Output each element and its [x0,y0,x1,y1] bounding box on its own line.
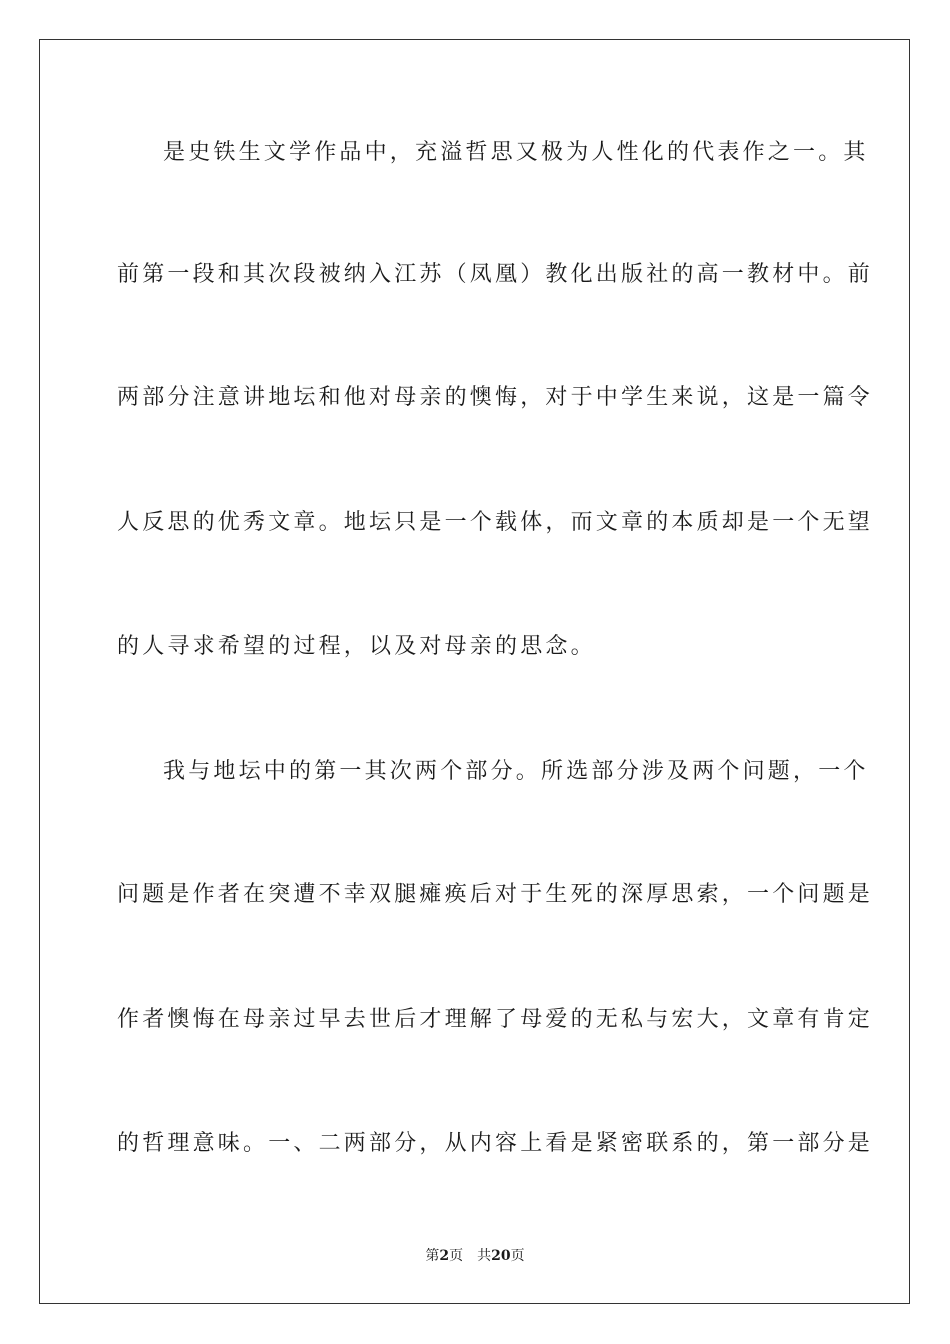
page-footer [0,1247,950,1265]
paragraph-1-line-4: 人反思的优秀文章。地坛只是一个载体，而文章的本质却是一个无望 [117,510,874,535]
paragraph-1-line-1: 是史铁生文学作品中，充溢哲思又极为人性化的代表作之一。其 [163,140,869,165]
paragraph-2-line-4: 的哲理意味。一、二两部分，从内容上看是紧密联系的，第一部分是 [117,1131,874,1156]
footer-total-suffix: 页 [510,1248,525,1264]
paragraph-1-line-2: 前第一段和其次段被纳入江苏（凤凰）教化出版社的高一教材中。前 [117,262,874,287]
footer-total-pages: 20 [491,1248,511,1264]
paragraph-1-line-5: 的人寻求希望的过程，以及对母亲的思念。 [117,634,596,659]
footer-page-suffix: 页 [449,1248,464,1264]
paragraph-2-line-3: 作者懊悔在母亲过早去世后才理解了母爱的无私与宏大，文章有肯定 [117,1007,874,1032]
paragraph-1-line-3: 两部分注意讲地坛和他对母亲的懊悔，对于中学生来说，这是一篇令 [117,385,874,410]
footer-page-number: 2 [439,1248,450,1264]
footer-page-prefix: 第 [425,1248,440,1264]
footer-total-prefix: 共 [477,1248,492,1264]
paragraph-2-line-1: 我与地坛中的第一其次两个部分。所选部分涉及两个问题，一个 [163,759,869,784]
page-frame [39,39,910,1304]
paragraph-2-line-2: 问题是作者在突遭不幸双腿瘫痪后对于生死的深厚思索，一个问题是 [117,882,874,907]
